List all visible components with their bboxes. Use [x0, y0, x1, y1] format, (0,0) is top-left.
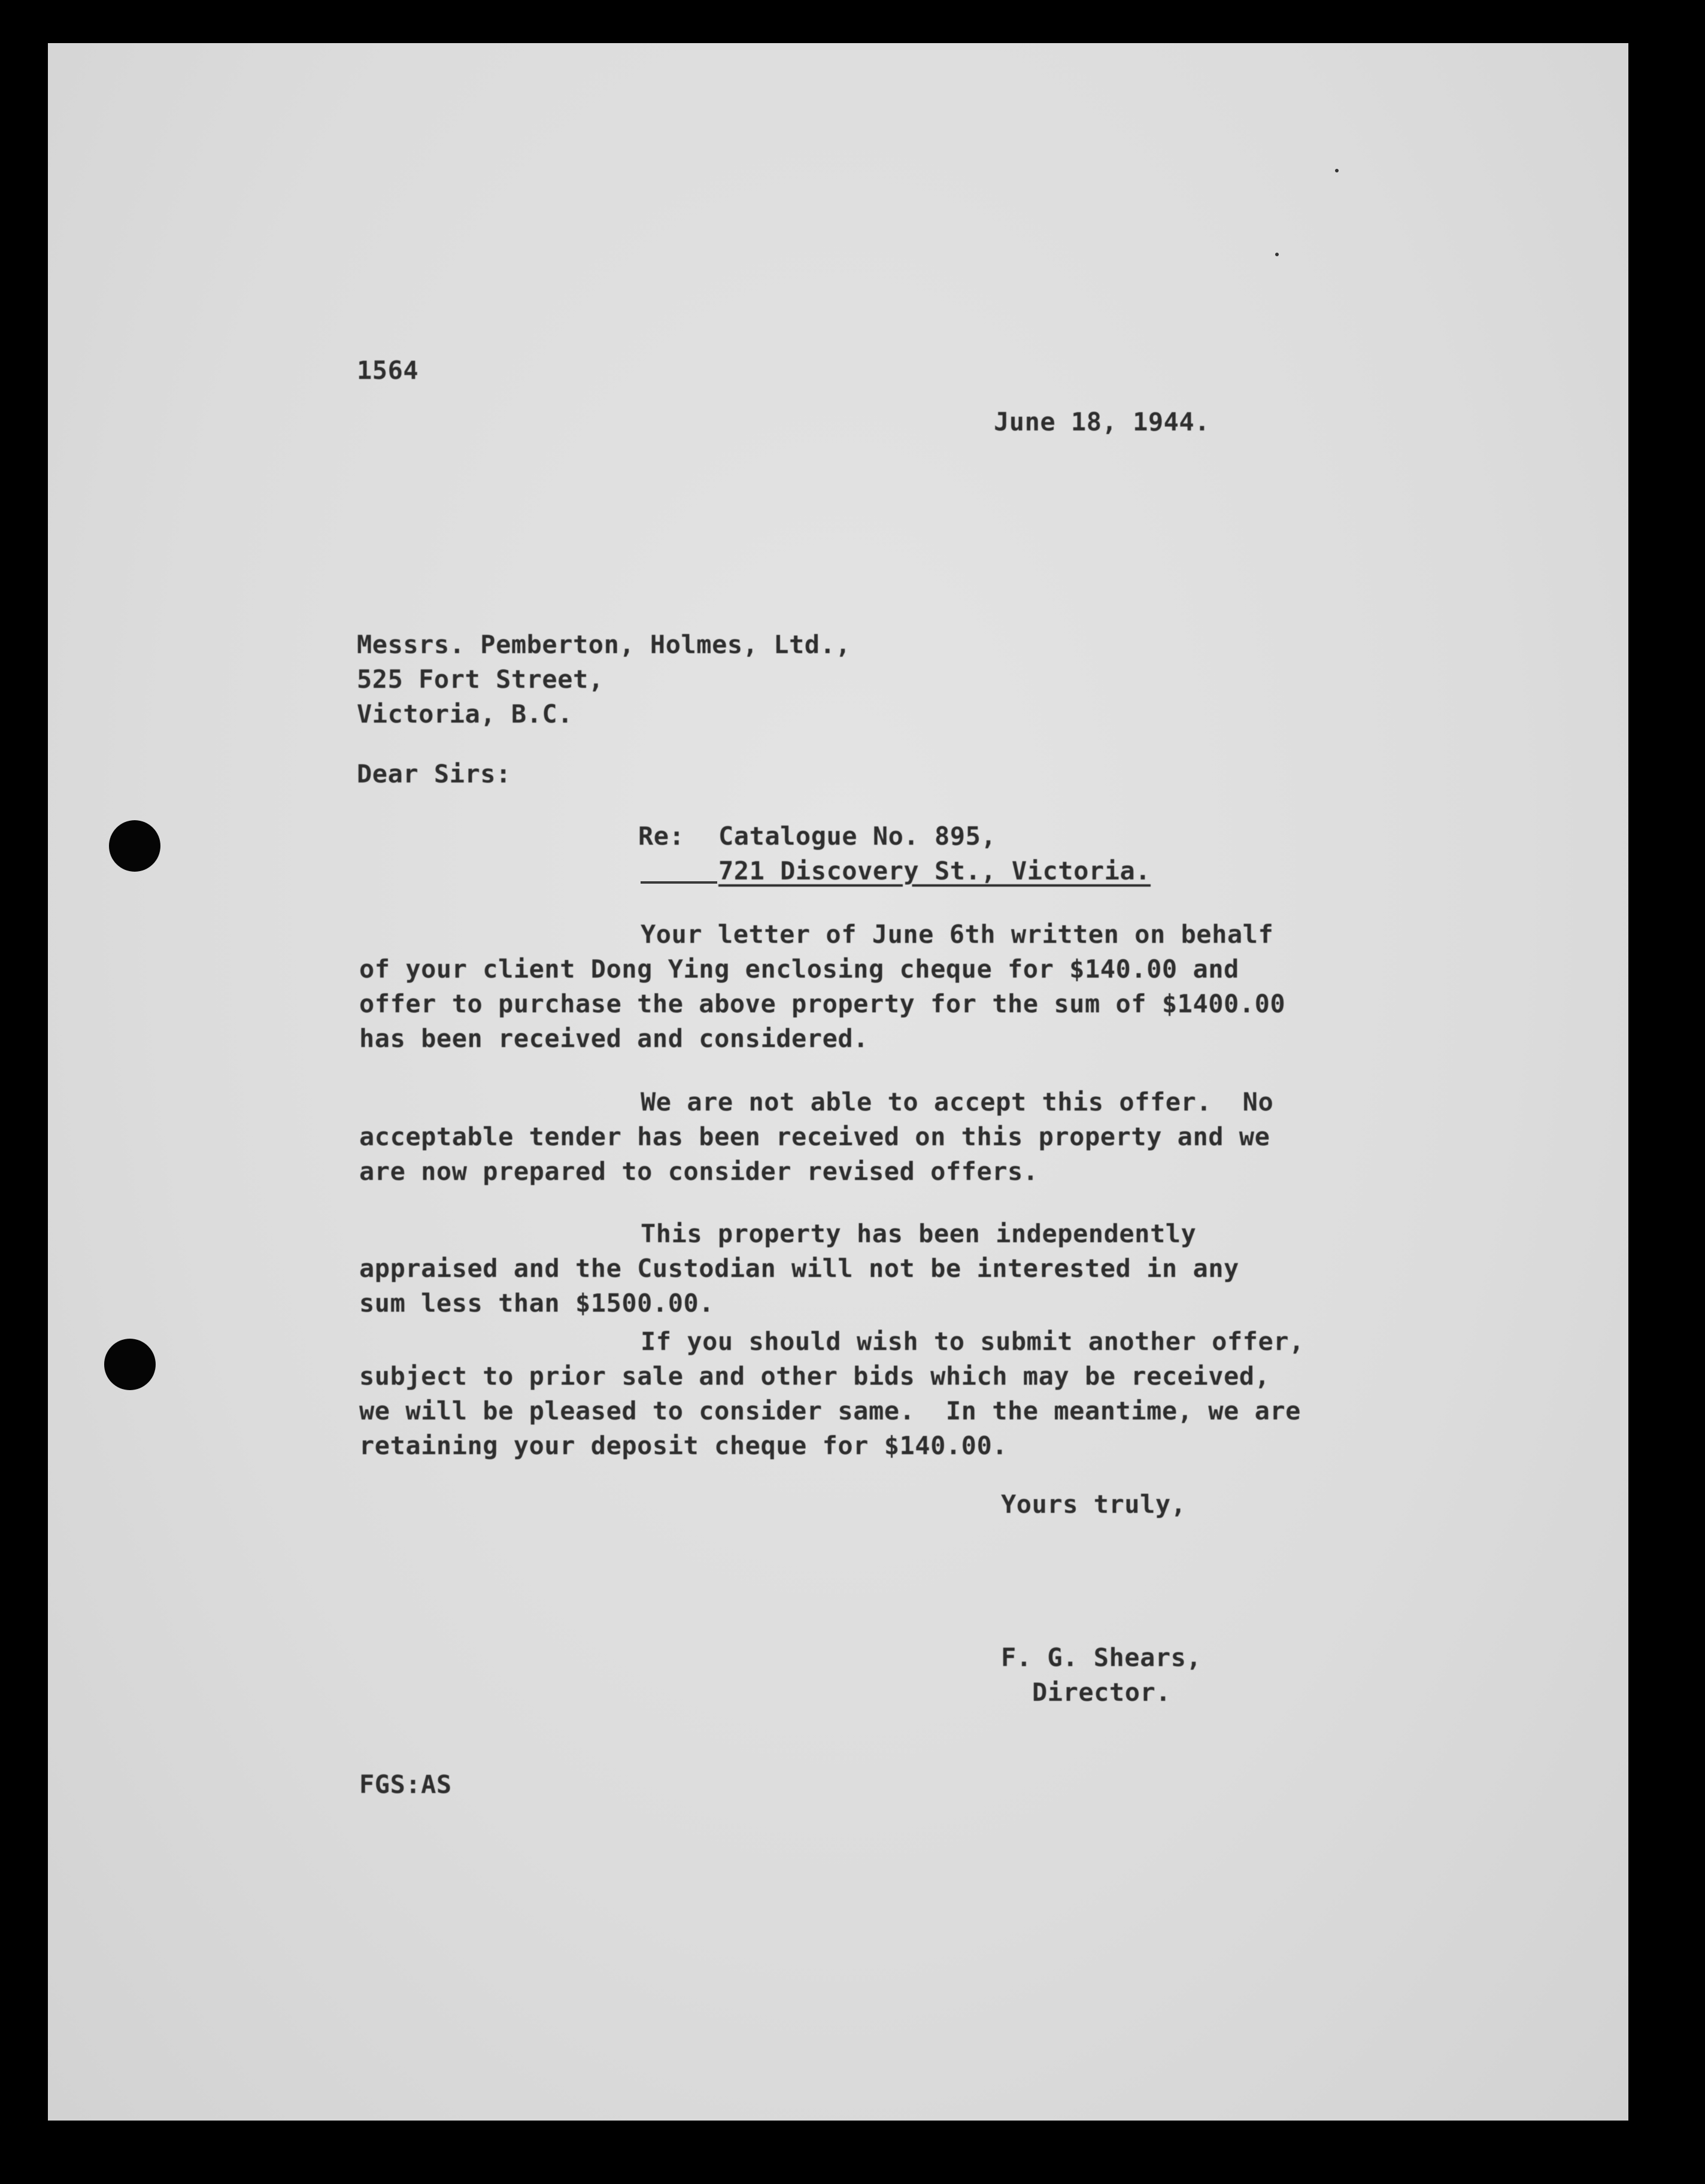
- paragraph-line: of your client Dong Ying enclosing cheque for $140.00 and: [359, 954, 1239, 984]
- paragraph-line: we will be pleased to consider same. In the meantime, we are: [359, 1396, 1301, 1425]
- paragraph-line: appraised and the Custodian will not be interested in any: [359, 1254, 1239, 1283]
- letter-date: June 18, 1944.: [994, 407, 1211, 436]
- paragraph-line: retaining your deposit cheque for $140.00.: [359, 1431, 1008, 1460]
- re-line-catalogue: Catalogue No. 895,: [718, 821, 997, 851]
- paragraph-line: offer to purchase the above property for the sum of $1400.00: [359, 989, 1286, 1018]
- paragraph-line: are now prepared to consider revised offers.: [359, 1157, 1039, 1186]
- closing: Yours truly,: [1001, 1490, 1187, 1519]
- punch-hole-bottom: [104, 1339, 156, 1390]
- signer-name: F. G. Shears,: [1001, 1643, 1202, 1672]
- paragraph-line: This property has been independently: [641, 1219, 1197, 1248]
- paragraph-line: subject to prior sale and other bids which may be received,: [359, 1361, 1270, 1391]
- addressee-line: Messrs. Pemberton, Holmes, Ltd.,: [357, 630, 851, 659]
- signer-title: Director.: [1032, 1678, 1172, 1707]
- paragraph-line: has been received and considered.: [359, 1024, 869, 1053]
- paragraph-line: sum less than $1500.00.: [359, 1288, 715, 1318]
- addressee-line: 525 Fort Street,: [357, 665, 604, 694]
- paragraph-line: acceptable tender has been received on this property and we: [359, 1122, 1270, 1151]
- file-number: 1564: [357, 356, 419, 385]
- paragraph-line: We are not able to accept this offer. No: [641, 1087, 1274, 1117]
- paragraph-line: If you should wish to submit another offer,: [641, 1327, 1304, 1356]
- paper-speck: [1275, 253, 1279, 256]
- salutation: Dear Sirs:: [357, 759, 511, 788]
- re-line-address: 721 Discovery St., Victoria.: [718, 856, 1151, 885]
- typist-initials: FGS:AS: [359, 1770, 452, 1799]
- paper-speck: [1335, 169, 1339, 172]
- addressee-line: Victoria, B.C.: [357, 699, 574, 729]
- re-label: Re:: [638, 821, 685, 851]
- letter-page: [48, 43, 1628, 2121]
- punch-hole-top: [109, 820, 160, 872]
- paragraph-line: Your letter of June 6th written on behalf: [641, 920, 1274, 949]
- underline-rule: [641, 881, 717, 884]
